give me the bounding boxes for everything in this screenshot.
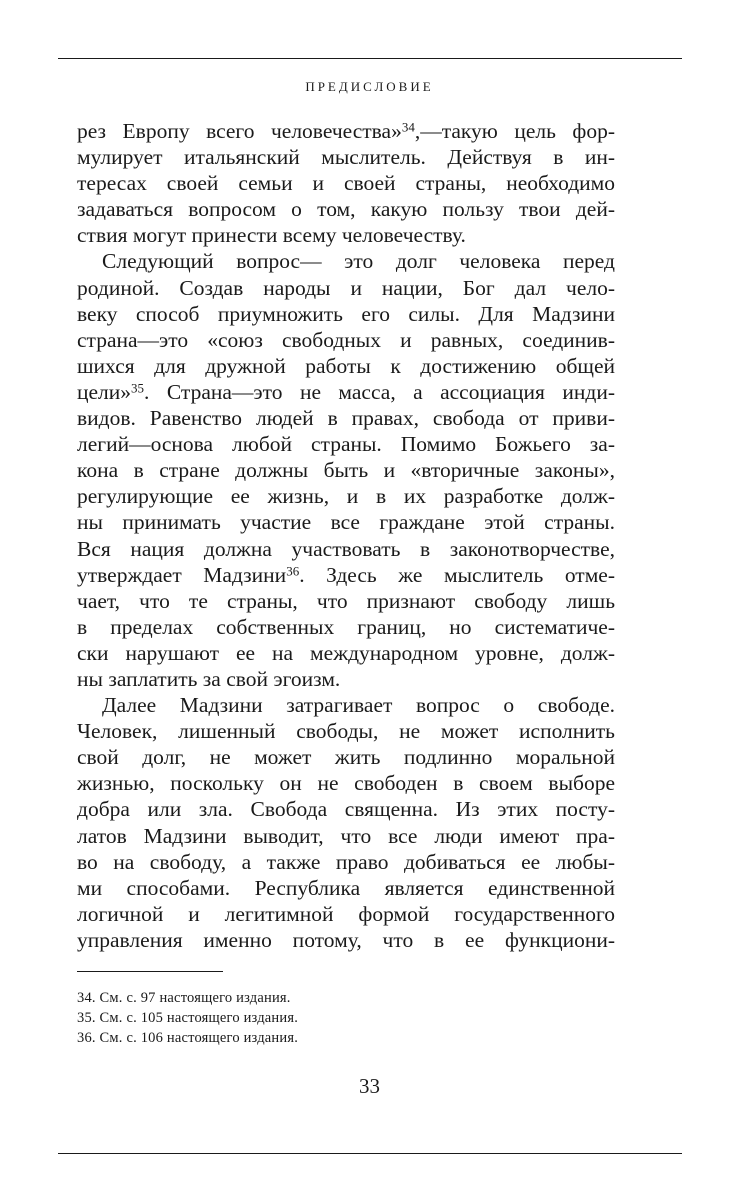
text-line: Вся нация должна участвовать в законотворчестве, — [77, 536, 615, 561]
body-text — [77, 118, 615, 953]
text-line: ски нарушают ее на международном уровне, долж- — [77, 640, 615, 665]
text-line: Далее Мадзини затрагивает вопрос о свободе. — [102, 693, 615, 718]
footnote-ref[interactable]: 36 — [286, 563, 300, 579]
running-head: ПРЕДИСЛОВИЕ — [305, 79, 434, 94]
text-line: ны принимать участие все граждане этой страны. — [77, 510, 615, 535]
text-line: чает, что те страны, что признают свободу лишь — [77, 588, 615, 613]
header-rule — [58, 58, 682, 59]
text-line: свой долг, не может жить подлинно моральной — [77, 745, 615, 770]
text-line: страна—это «союз свободных и равных, соединив- — [77, 327, 615, 352]
text-line: управления именно потому, что в ее функциони- — [77, 927, 615, 952]
page-number: 33 — [359, 1074, 380, 1098]
footnotes — [77, 988, 617, 1048]
text-line: ны заплатить за свой эгоизм. — [77, 666, 341, 691]
footnote-ref[interactable]: 34 — [401, 119, 415, 135]
footnote-rule — [77, 971, 223, 972]
text-line: Следующий вопрос— это долг человека перед — [102, 249, 615, 274]
footnote-35: 35. См. с. 105 настоящего издания. — [77, 1010, 299, 1026]
text-line: мулирует итальянский мыслитель. Действуя в ин- — [77, 145, 615, 170]
text-line: утверждает Мадзини$^{36}$. Здесь же мыслитель отме- — [77, 562, 615, 587]
text-line: шихся для дружной работы к достижению общей — [77, 353, 615, 378]
text-line: логичной и легитимной формой государственного — [77, 901, 615, 926]
footnote-ref[interactable]: 35 — [131, 380, 145, 396]
text-line: кона в стране должны быть и «вторичные законы», — [77, 458, 615, 483]
text-line: ствия могут принести всему человечеству. — [77, 223, 466, 248]
footnote-34: 34. См. с. 97 настоящего издания. — [77, 990, 291, 1006]
text-line: добра или зла. Свобода священна. Из этих посту- — [77, 797, 615, 822]
text-line: рез Европу всего человечества»$^{34}$,—такую цель фор- — [77, 119, 616, 143]
text-line: легий—основа любой страны. Помимо Божьего за- — [77, 432, 615, 457]
text-line: в пределах собственных границ, но систематиче- — [77, 614, 615, 639]
text-line: задаваться вопросом о том, какую пользу твои дей- — [77, 197, 615, 222]
footnote-36: 36. См. с. 106 настоящего издания. — [77, 1030, 299, 1046]
text-line: родиной. Создав народы и нации, Бог дал чело- — [77, 275, 615, 300]
text-line: тересах своей семьи и своей страны, необходимо — [77, 171, 615, 196]
text-line: Человек, лишенный свободы, не может исполнить — [77, 719, 615, 744]
text-line: жизнью, поскольку он не свободен в своем выборе — [77, 771, 615, 796]
text-line: во на свободу, а также право добиваться ее любы- — [77, 849, 615, 874]
text-line: регулирующие ее жизнь, и в их разработке долж- — [77, 484, 615, 509]
footer-rule — [58, 1153, 682, 1154]
text-line: цели»$^{35}$. Страна—это не масса, а ассоциация инди- — [77, 379, 615, 404]
text-line: латов Мадзини выводит, что все люди имеют пра- — [77, 823, 615, 848]
text-line: ми способами. Республика является единственной — [77, 875, 615, 900]
text-line: веку способ приумножить его силы. Для Мадзини — [77, 301, 615, 326]
text-line: видов. Равенство людей в правах, свобода от приви- — [77, 406, 615, 431]
